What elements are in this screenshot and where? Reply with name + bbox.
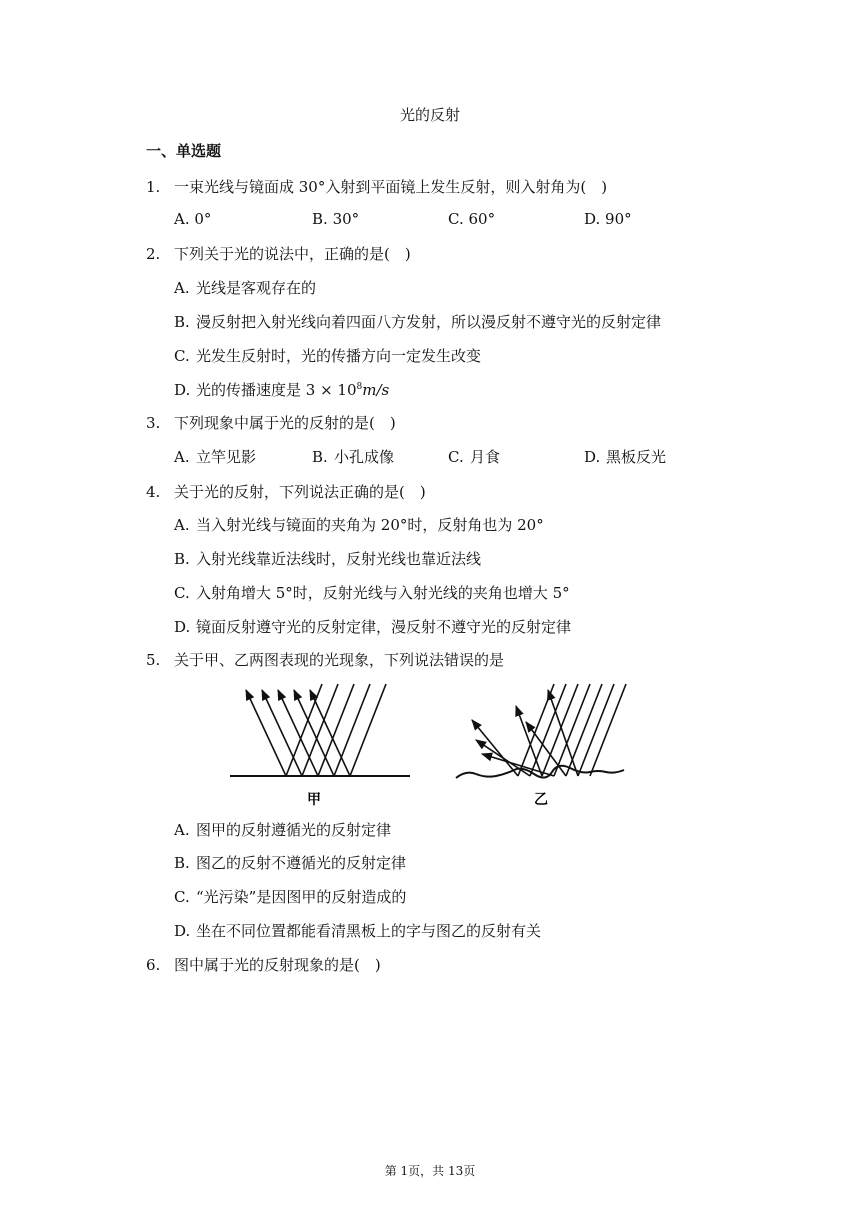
option-text: 0° <box>194 210 212 228</box>
option-label: B. <box>174 550 190 568</box>
option-label: A. <box>174 210 190 228</box>
option-label: A. <box>174 516 190 534</box>
option <box>174 311 661 332</box>
question-2 <box>146 243 411 264</box>
option <box>174 582 570 603</box>
question-number: 6. <box>146 956 161 974</box>
question-number: 5. <box>146 651 161 669</box>
option <box>174 886 406 907</box>
option-label: C. <box>448 448 464 466</box>
option-label: C. <box>448 210 464 228</box>
reflected-ray <box>262 690 302 776</box>
option <box>584 446 666 467</box>
question-stem: 下列关于光的说法中，正确的是( ) <box>174 245 411 263</box>
option-text: 镜面反射遵守光的反射定律，漫反射不遵守光的反射定律 <box>196 618 572 636</box>
option-label: A. <box>174 279 190 297</box>
page-footer: 第 1页，共 13页 <box>384 1164 476 1178</box>
question-5 <box>146 649 504 670</box>
option-label: A. <box>174 821 190 839</box>
reflection-figure <box>226 676 646 810</box>
option <box>312 446 394 467</box>
option-label: D. <box>174 381 191 399</box>
question-number: 4. <box>146 483 161 501</box>
option-label: B. <box>312 448 328 466</box>
option <box>174 210 211 228</box>
reflected-ray <box>278 690 318 776</box>
option-text: 当入射光线与镜面的夹角为 20°时，反射角也为 20° <box>196 516 544 534</box>
scattered-ray <box>472 720 518 776</box>
option <box>174 345 481 366</box>
question-stem: 关于甲、乙两图表现的光现象，下列说法错误的是 <box>174 651 505 669</box>
option-text: 图乙的反射不遵循光的反射定律 <box>196 854 407 872</box>
option-label: D. <box>584 210 601 228</box>
option <box>174 548 481 569</box>
incident-ray <box>286 684 322 776</box>
option-label: C. <box>174 888 190 906</box>
question-number: 1. <box>146 178 161 196</box>
option-text: 黑板反光 <box>606 448 667 466</box>
question-stem: 关于光的反射，下列说法正确的是( ) <box>174 483 426 501</box>
scattered-ray <box>482 754 554 776</box>
reflected-ray <box>246 690 286 776</box>
page-title: 光的反射 <box>399 106 460 124</box>
option-text: 30° <box>332 210 360 228</box>
question-3 <box>146 412 396 433</box>
option-text: 漫反射把入射光线向着四面八方发射，所以漫反射不遵守光的反射定律 <box>196 313 662 331</box>
question-stem: 图中属于光的反射现象的是( ) <box>174 956 381 974</box>
question-stem: 一束光线与镜面成 30°入射到平面镜上发生反射，则入射角为( ) <box>174 178 608 196</box>
question-6 <box>146 954 381 975</box>
question-4 <box>146 481 426 502</box>
option <box>174 514 544 535</box>
option-text: 光发生反射时，光的传播方向一定发生改变 <box>196 347 482 365</box>
incident-ray <box>350 684 386 776</box>
option-text: 月食 <box>470 448 501 466</box>
diffuse-reflection-diagram <box>456 684 626 778</box>
option <box>584 210 632 228</box>
option <box>312 210 359 228</box>
option-text: 90° <box>605 210 632 228</box>
option-label: B. <box>174 313 190 331</box>
figure-label-right: 乙 <box>534 792 548 808</box>
option-label: C. <box>174 584 190 602</box>
option-text: 图甲的反射遵循光的反射定律 <box>196 821 392 839</box>
option-text: 入射光线靠近法线时，反射光线也靠近法线 <box>196 550 482 568</box>
option-text: 光的传播速度是 3 × 10 <box>196 381 357 399</box>
option <box>174 446 256 467</box>
option-label: D. <box>174 922 191 940</box>
section-heading: 一、单选题 <box>146 142 222 160</box>
option <box>174 277 316 298</box>
option-text: 坐在不同位置都能看清黑板上的字与图乙的反射有关 <box>196 922 542 940</box>
option-label: A. <box>174 448 190 466</box>
specular-reflection-diagram <box>230 684 410 776</box>
option-text: 光线是客观存在的 <box>196 279 317 297</box>
option-text: 小孔成像 <box>334 448 395 466</box>
option <box>174 819 391 840</box>
option-label: C. <box>174 347 190 365</box>
option-text: “光污染”是因图甲的反射造成的 <box>196 888 407 906</box>
incident-ray <box>302 684 338 776</box>
incident-ray <box>318 684 354 776</box>
question-number: 3. <box>146 414 161 432</box>
incident-ray <box>334 684 370 776</box>
figure-label-left: 甲 <box>307 792 321 808</box>
option <box>174 379 389 400</box>
question-number: 2. <box>146 245 161 263</box>
question-1 <box>146 176 607 197</box>
option-label: D. <box>584 448 601 466</box>
scattered-ray <box>548 690 578 776</box>
option-label: B. <box>312 210 328 228</box>
exponent: 8 <box>356 382 363 392</box>
option-text: 入射角增大 5°时，反射光线与入射光线的夹角也增大 5° <box>196 584 570 602</box>
option <box>174 920 541 941</box>
question-stem: 下列现象中属于光的反射的是( ) <box>174 414 396 432</box>
option-label: B. <box>174 854 190 872</box>
option-text: 立竿见影 <box>196 448 257 466</box>
option <box>448 446 500 467</box>
option-text: 60° <box>468 210 496 228</box>
option-label: D. <box>174 618 191 636</box>
option <box>174 616 571 637</box>
option <box>448 210 495 228</box>
option <box>174 852 406 873</box>
unit: m/s <box>362 381 390 399</box>
scattered-ray <box>476 740 530 776</box>
